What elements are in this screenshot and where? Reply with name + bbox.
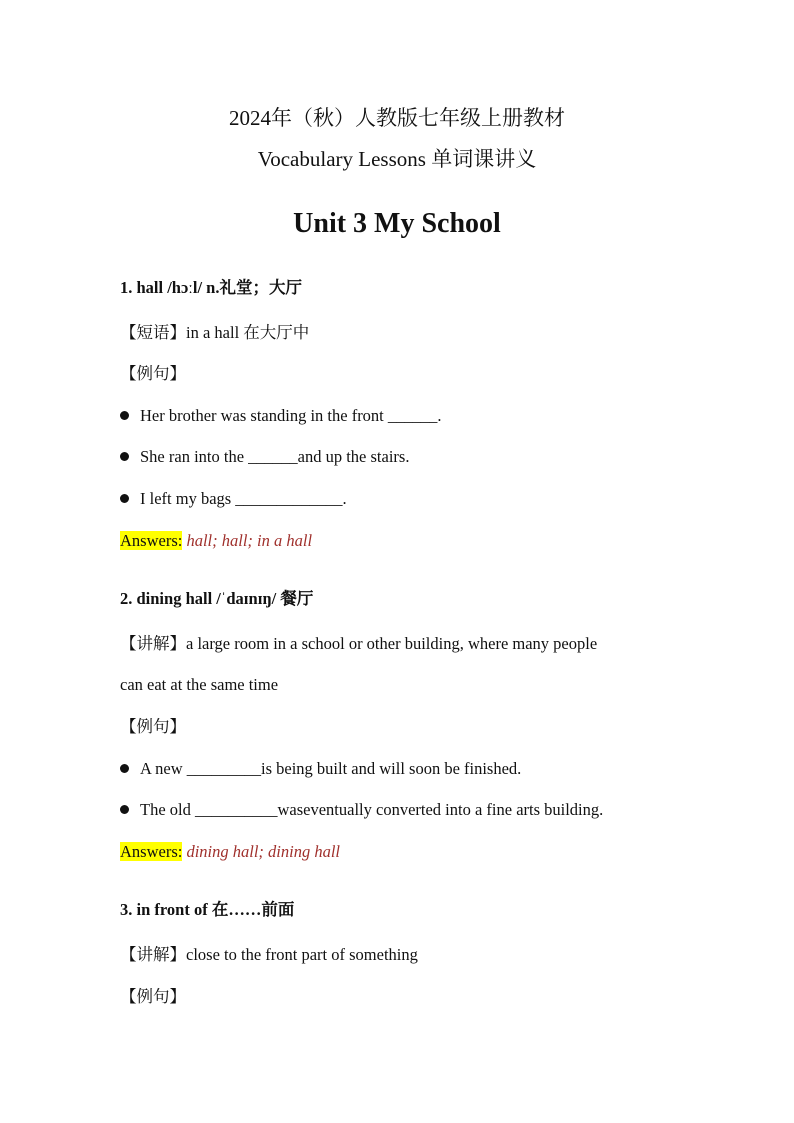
answers-label: Answers: [120, 531, 183, 550]
entry-2-explain-1: 【讲解】a large room in a school or other building, where many people [120, 634, 598, 653]
entry-3-explain: 【讲解】close to the front part of something [120, 945, 418, 964]
entry-1-bullet-1: Her brother was standing in the front ______. [120, 405, 442, 427]
entry-1-bullet-3: I left my bags _____________. [120, 488, 347, 510]
entry-2-bullet-1: A new _________is being built and will soon be finished. [120, 758, 521, 780]
entry-2-bullet-2: The old __________waseventually converted into a fine arts building. [120, 799, 603, 821]
entry-3-heading: 3. in front of 在……前面 [120, 900, 295, 919]
answers-label: Answers: [120, 842, 183, 861]
page-title: Unit 3 My School [293, 208, 501, 239]
entry-2-answers [120, 841, 340, 863]
bullet-icon [120, 494, 129, 503]
entry-2-explain-2: can eat at the same time [120, 675, 279, 694]
entry-2-example-label: 【例句】 [120, 717, 186, 736]
entry-3-example-label: 【例句】 [120, 987, 186, 1006]
header-line-2: Vocabulary Lessons 单词课讲义 [257, 147, 537, 171]
entry-1-answers [120, 530, 312, 552]
header-line-1: 2024年（秋）人教版七年级上册教材 [229, 106, 565, 130]
entry-1-phrase: 【短语】in a hall 在大厅中 [120, 323, 310, 342]
bullet-icon [120, 805, 129, 814]
bullet-icon [120, 452, 129, 461]
answers-text: dining hall; dining hall [186, 842, 340, 861]
entry-1-bullet-2: She ran into the ______and up the stairs. [120, 446, 409, 468]
entry-1-heading: 1. hall /hɔːl/ n.礼堂；大厅 [120, 278, 302, 297]
entry-1-example-label: 【例句】 [120, 364, 186, 383]
bullet-icon [120, 764, 129, 773]
bullet-icon [120, 411, 129, 420]
entry-2-heading: 2. dining hall /ˈdaɪnɪŋ/ 餐厅 [120, 589, 314, 608]
answers-text: hall; hall; in a hall [186, 531, 313, 550]
